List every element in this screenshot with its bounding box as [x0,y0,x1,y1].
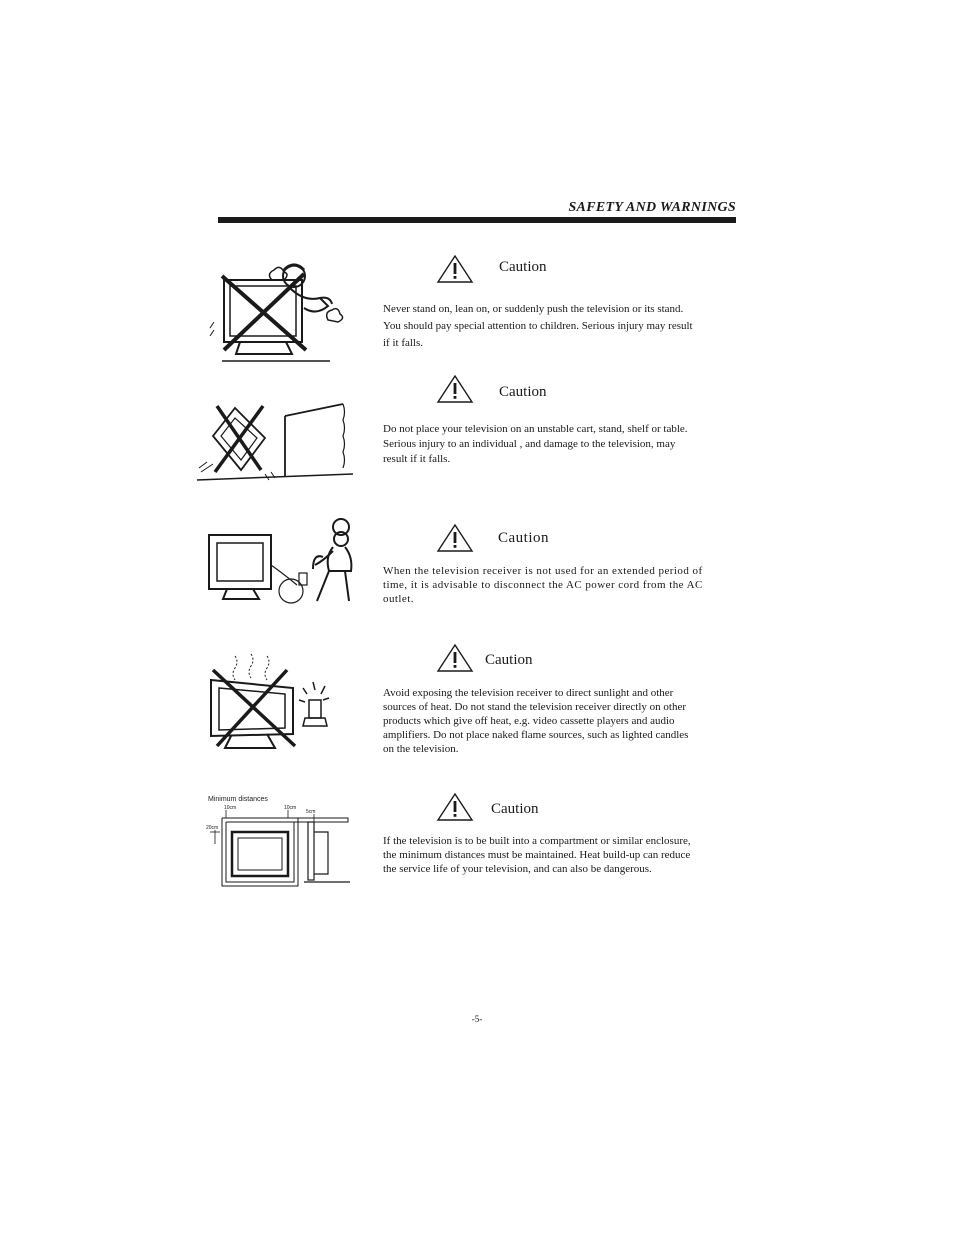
caution-label: Caution [485,652,533,668]
caution-label: Caution [499,259,547,275]
caution-label: Caution [498,530,549,546]
warning-triangle-icon [436,374,474,404]
caution-text: Do not place your television on an unstable cart, stand, shelf or table. Serious injury to an individual , and damage to the television, may result if it falls. [383,423,688,465]
child-leaning-on-tv-illustration [200,258,360,368]
warning-triangle-icon [436,254,474,284]
caution-text: Avoid exposing the television receiver to direct sunlight and other sources of heat. Do not stand the television receiver directly on other products which give off heat, e.g. video cassette players and audio amplifiers. Do not place naked flame sources, such as lighted candles on the television. [383,687,689,755]
page-number: -5- [471,1014,483,1024]
heat-source-illustration [205,650,335,750]
warning-triangle-icon [436,523,474,553]
caution-text: When the television receiver is not used for an extended period of time, it is advisable to disconnect the AC power cord from the AC outlet. [383,565,703,605]
diagram-top-distance: 10cm [224,805,237,811]
diagram-top-right-distance: 10cm [284,805,297,811]
warning-triangle-icon [436,792,474,822]
diagram-title: Minimum distances [208,796,268,803]
caution-label: Caution [499,384,547,400]
page-header-title: SAFETY AND WARNINGS [568,200,736,215]
caution-text: Never stand on, lean on, or suddenly push the television or its stand. You should pay special attention to children. Serious injury may result if it falls. [383,303,693,349]
unstable-stand-illustration [195,400,355,485]
header-rule [218,217,736,223]
diagram-left-distance: 20cm [206,825,219,831]
warning-triangle-icon [436,643,474,673]
minimum-distances-diagram [204,792,352,888]
caution-label: Caution [491,801,539,817]
unplug-power-cord-illustration [205,515,360,610]
caution-text: If the television is to be built into a compartment or similar enclosure, the minimum distances must be maintained. Heat build-up can reduce the service life of your television, and can also be dangerous. [383,835,691,875]
diagram-side-distance: 5cm [306,809,316,815]
